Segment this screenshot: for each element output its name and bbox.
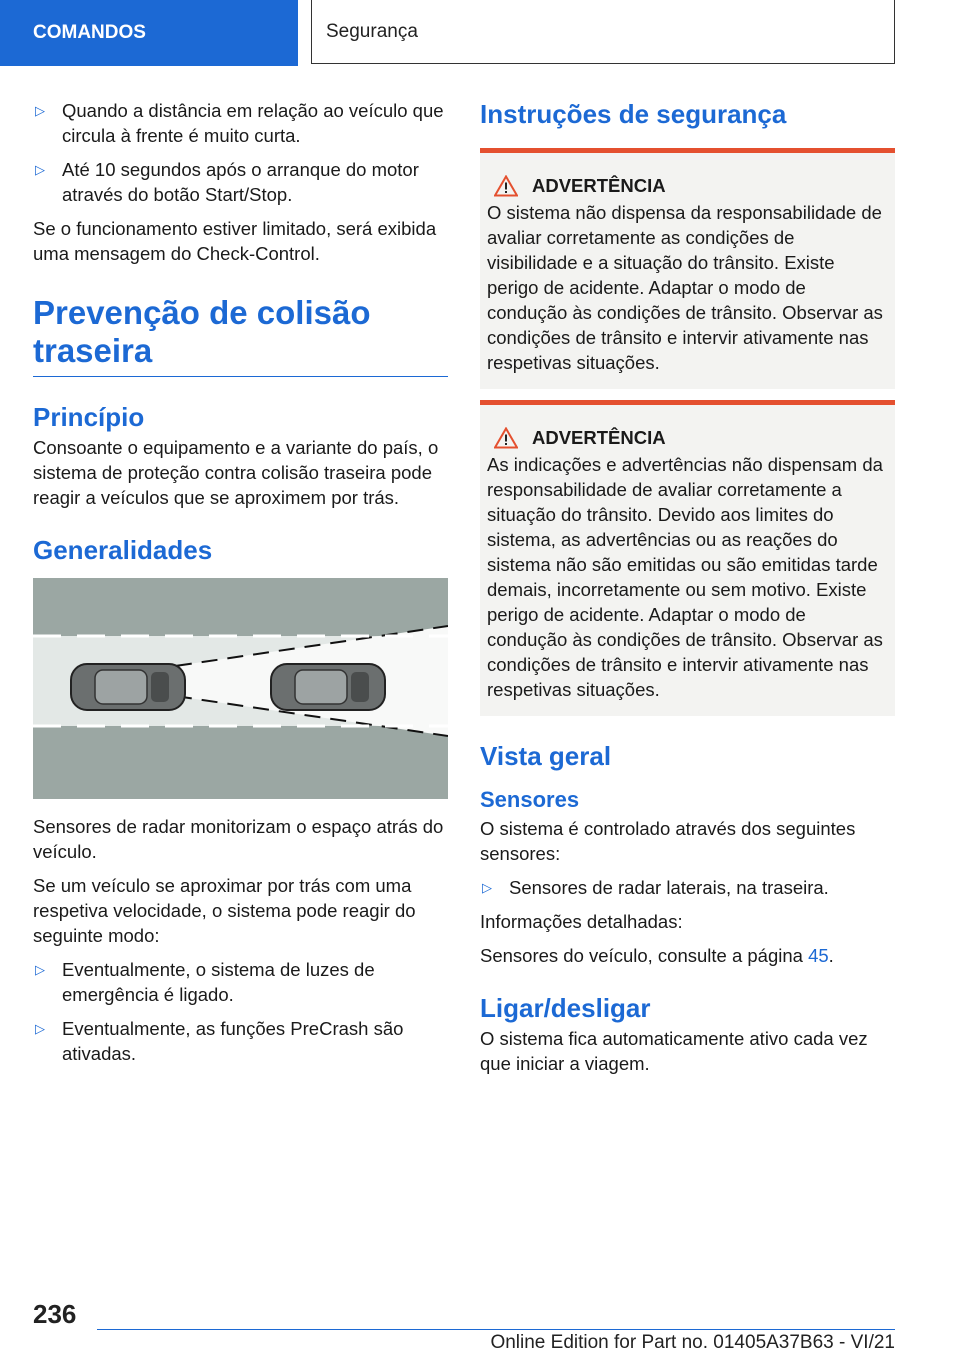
general-paragraph-2: Se um veículo se aproximar por trás com uma respetiva velocidade, o sistema pode reagir do seguinte modo: — [33, 875, 416, 946]
sensors-text: O sistema é controlado através dos seguintes sensores: — [480, 818, 856, 864]
warning-title-row — [487, 173, 887, 198]
sensors-heading: Sensores — [480, 787, 580, 812]
title-divider — [33, 376, 448, 377]
details-prefix: Sensores do veículo, consulte a página — [480, 945, 809, 966]
warning-box — [480, 148, 895, 389]
list-item — [33, 1016, 448, 1066]
list-item-text: Sensores de radar laterais, na traseira. — [509, 877, 829, 898]
list-item-text: Eventualmente, o sistema de luzes de emergência é ligado. — [62, 959, 375, 1005]
list-item — [480, 875, 895, 900]
right-column — [480, 98, 895, 1085]
onoff-text: O sistema fica automaticamente ativo cada vez que iniciar a viagem. — [480, 1028, 868, 1074]
details-suffix: . — [828, 945, 834, 966]
warning-title: ADVERTÊNCIA — [532, 427, 666, 448]
warning-box — [480, 400, 895, 716]
own-car-icon — [71, 664, 185, 710]
page-title: Prevenção de colisão traseira — [33, 294, 371, 369]
warning-title-row — [487, 425, 887, 450]
rear-collision-illustration — [33, 578, 448, 799]
details-label: Informações detalhadas: — [480, 911, 683, 932]
section-title: COMANDOS — [33, 22, 146, 43]
safety-heading: Instruções de segurança — [480, 99, 787, 129]
general-paragraph-1: Sensores de radar monitorizam o espaço atrás do veículo. — [33, 816, 444, 862]
principle-heading: Princípio — [33, 402, 145, 432]
triangle-bullet-icon: ▷ — [35, 1021, 45, 1036]
warning-text: As indicações e advertências não dispensam da responsabilidade de avaliar corretamente a situação do trânsito. Devido aos limites do sistema, as advertências ou as reações do sistema não são emitidas ou são emitidas tarde demais, incorretamente ou sem motivo. Existe perigo de acidente. Adaptar o modo de condução às condições de trânsito. Observar as condições de trânsito e intervir ativamente nas respetivas situações. — [487, 454, 883, 700]
intro-bullet-list — [33, 98, 448, 207]
list-item — [33, 957, 448, 1007]
details-reference — [480, 943, 895, 968]
list-item — [33, 98, 448, 148]
triangle-bullet-icon: ▷ — [35, 103, 45, 118]
list-item — [33, 157, 448, 207]
onoff-heading: Ligar/desligar — [480, 993, 651, 1023]
list-item-text: Quando a distância em relação ao veículo que circula à frente é muito curta. — [62, 100, 444, 146]
triangle-bullet-icon: ▷ — [35, 162, 45, 177]
footer-divider — [97, 1329, 895, 1330]
list-item-text: Eventualmente, as funções PreCrash são ativadas. — [62, 1018, 404, 1064]
principle-text: Consoante o equipamento e a variante do país, o sistema de proteção contra colisão traseira pode reagir a veículos que se aproximem por trás. — [33, 437, 439, 508]
intro-paragraph: Se o funcionamento estiver limitado, será exibida uma mensagem do Check-Control. — [33, 218, 437, 264]
warning-text: O sistema não dispensa da responsabilidade de avaliar corretamente as condições de visibilidade e a situação do trânsito. Existe perigo de acidente. Adaptar o modo de condução às condições de trânsito. Observar as condições de trânsito e intervir ativamente nas respetivas situações. — [487, 202, 883, 373]
left-column — [33, 98, 448, 1075]
section-tab[interactable] — [0, 0, 298, 66]
warning-title: ADVERTÊNCIA — [532, 175, 666, 196]
triangle-bullet-icon: ▷ — [482, 880, 492, 895]
general-bullet-list — [33, 957, 448, 1066]
page-number: 236 — [33, 1299, 77, 1329]
sensors-bullet-list — [480, 875, 895, 900]
triangle-bullet-icon: ▷ — [35, 962, 45, 977]
approaching-car-icon — [271, 664, 385, 710]
warning-triangle-icon — [494, 427, 518, 449]
page-link[interactable]: 45 — [808, 945, 829, 966]
overview-heading: Vista geral — [480, 741, 612, 771]
warning-triangle-icon — [494, 175, 518, 197]
general-heading: Generalidades — [33, 535, 213, 565]
chapter-title: Segurança — [326, 20, 418, 42]
list-item-text: Até 10 segundos após o arranque do motor através do botão Start/Stop. — [62, 159, 419, 205]
chapter-tab[interactable] — [311, 0, 895, 64]
footer-edition: Online Edition for Part no. 01405A37B63 - VI/21 — [490, 1332, 895, 1353]
